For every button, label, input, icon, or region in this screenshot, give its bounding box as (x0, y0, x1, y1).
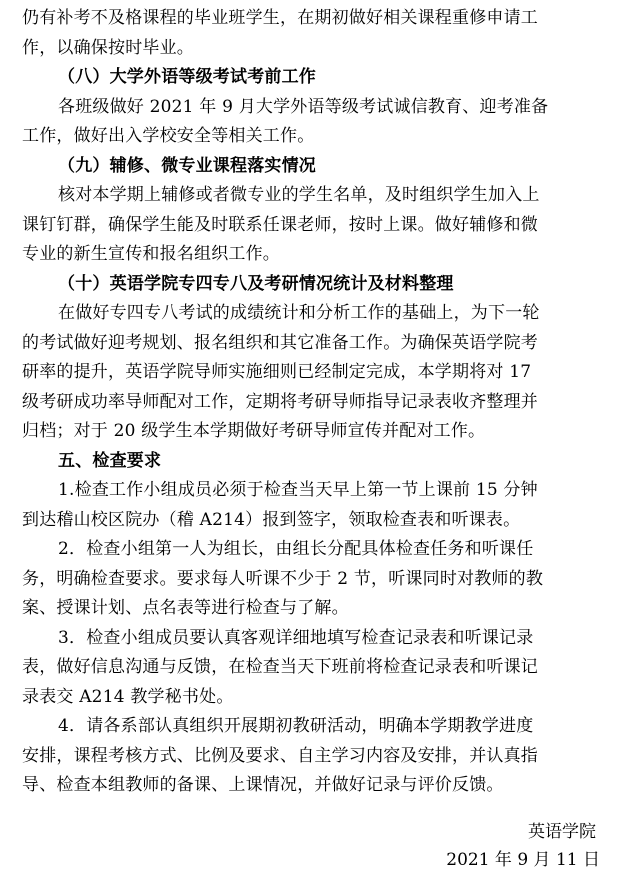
section-heading-8: （八）大学外语等级考试考前工作 (58, 67, 316, 87)
text-line: 录表交 A214 教学秘书处。 (22, 686, 234, 707)
text-line: 务，明确检查要求。要求每人听课不少于 2 节，听课同时对教师的教 (22, 568, 544, 589)
section-heading-5: 五、检查要求 (58, 450, 162, 471)
text-line: 级考研成功率导师配对工作，定期将考研导师指导记录表收齐整理并 (22, 391, 538, 412)
text-line: 仍有补考不及格课程的毕业班学生，在期初做好相关课程重修申请工 (22, 8, 538, 28)
text-line: 课钉钉群，确保学生能及时联系任课老师，按时上课。做好辅修和微 (22, 214, 538, 235)
signature-date: 2021 年 9 月 11 日 (446, 850, 600, 870)
text-line: 到达稽山校区院办（稽 A214）报到签字，领取检查表和听课表。 (22, 509, 521, 530)
text-line: 作，以确保按时毕业。 (22, 37, 194, 58)
signature-organization: 英语学院 (528, 822, 596, 842)
text-line: 工作，做好出入学校安全等相关工作。 (22, 126, 315, 146)
paragraph-start: 4．请各系部认真组织开展期初教研活动，明确本学期教学进度 (58, 716, 534, 736)
text-line: 案、授课计划、点名表等进行检查与了解。 (22, 598, 349, 618)
text-line: 研率的提升，英语学院导师实施细则已经制定完成，本学期将对 17 (22, 362, 532, 382)
document-body (22, 4, 612, 801)
paragraph-start: 3．检查小组成员要认真客观详细地填写检查记录表和听课记录 (58, 627, 534, 648)
paragraph-start: 核对本学期上辅修或者微专业的学生名单，及时组织学生加入上 (58, 185, 540, 205)
paragraph-start: 各班级做好 2021 年 9 月大学外语等级考试诚信教育、迎考准备 (58, 96, 549, 117)
paragraph-start: 在做好专四专八考试的成绩统计和分析工作的基础上，为下一轮 (58, 303, 540, 323)
text-line: 归档；对于 20 级学生本学期做好考研导师宣传并配对工作。 (22, 421, 486, 441)
text-line: 表，做好信息沟通与反馈，在检查当天下班前将检查记录表和听课记 (22, 657, 538, 677)
text-line: 的考试做好迎考规划、报名组织和其它准备工作。为确保英语学院考 (22, 332, 538, 353)
paragraph-start: 1.检查工作小组成员必须于检查当天早上第一节上课前 15 分钟 (58, 480, 538, 500)
text-line: 导、检查本组教师的备课、上课情况，并做好记录与评价反馈。 (22, 775, 504, 795)
text-line: 专业的新生宣传和报名组织工作。 (22, 244, 280, 264)
text-line: 安排，课程考核方式、比例及要求、自主学习内容及安排，并认真指 (22, 745, 538, 766)
paragraph-start: 2．检查小组第一人为组长，由组长分配具体检查任务和听课任 (58, 539, 534, 559)
section-heading-9: （九）辅修、微专业课程落实情况 (58, 155, 316, 176)
section-heading-10: （十）英语学院专四专八及考研情况统计及材料整理 (58, 273, 454, 294)
